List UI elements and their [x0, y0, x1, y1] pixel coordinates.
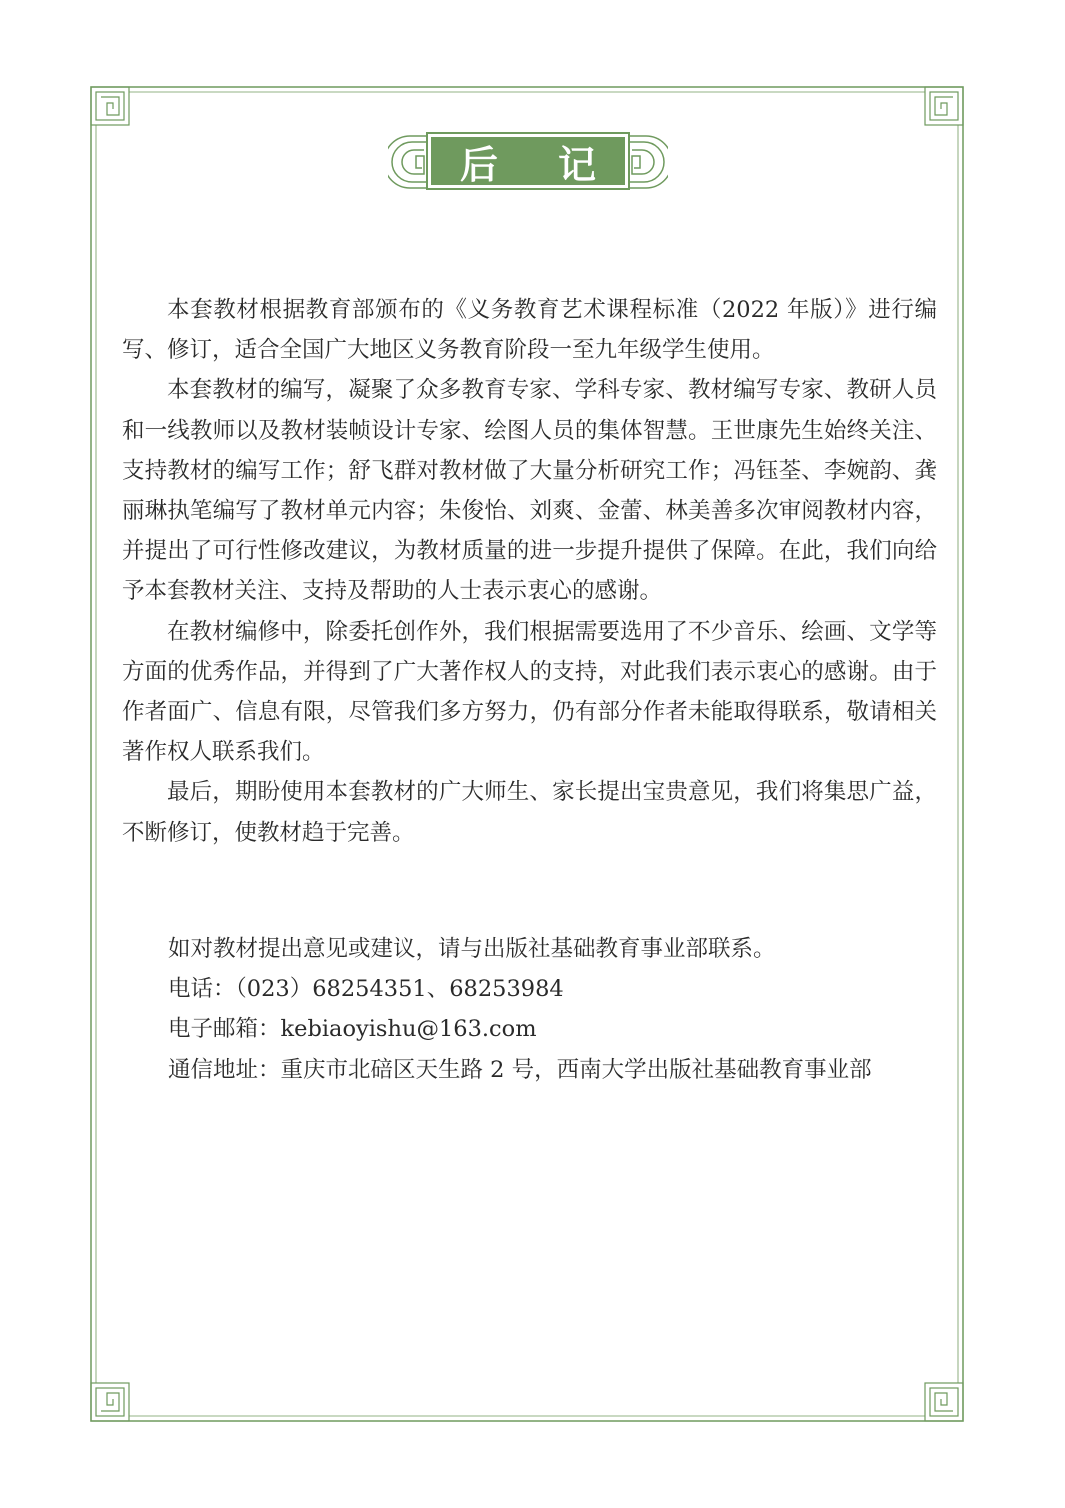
contact-address: 通信地址：重庆市北碚区天生路 2 号，西南大学出版社基础教育事业部 — [168, 1056, 872, 1083]
corner-ornament-top-left — [91, 87, 129, 125]
paragraph: 本套教材根据教育部颁布的《义务教育艺术课程标准（2022 年版）》进行编写、修订，适合全国广大地区义务教育阶段一至九年级学生使用。 — [122, 297, 937, 364]
corner-ornament-bottom-right — [925, 1383, 963, 1421]
title-box — [428, 134, 656, 188]
page-title: 后记 — [459, 141, 656, 187]
paragraph: 最后，期盼使用本套教材的广大师生、家长提出宝贵意见，我们将集思广益，不断修订，使教材趋于完善。 — [122, 779, 937, 846]
paragraph: 本套教材的编写，凝聚了众多教育专家、学科专家、教材编写专家、教研人员和一线教师以及教材装帧设计专家、绘图人员的集体智慧。王世康先生始终关注、支持教材的编写工作；舒飞群对教材做了大量分析研究工作；冯钰荃、李婉韵、龚丽琳执笔编写了教材单元内容；朱俊怡、刘爽、金蕾、林美善多次审阅教材内容，并提出了可行性修改建议，为教材质量的进一步提升提供了保障。在此，我们向给予本套教材关注、支持及帮助的人士表示衷心的感谢。 — [122, 377, 937, 605]
title-banner — [388, 128, 668, 196]
paragraph: 在教材编修中，除委托创作外，我们根据需要选用了不少音乐、绘画、文学等方面的优秀作品，并得到了广大著作权人的支持，对此我们表示衷心的感谢。由于作者面广、信息有限，尽管我们多方努力，仍有部分作者未能取得联系，敬请相关著作权人联系我们。 — [122, 618, 937, 766]
afterword-body — [122, 290, 937, 853]
contact-intro: 如对教材提出意见或建议，请与出版社基础教育事业部联系。 — [168, 936, 776, 962]
contact-phone: 电话：（023）68254351、68253984 — [168, 976, 564, 1003]
contact-info — [168, 929, 948, 1090]
corner-ornament-top-right — [925, 87, 963, 125]
contact-email: 电子邮箱：kebiaoyishu@163.com — [168, 1016, 537, 1043]
corner-ornament-bottom-left — [91, 1383, 129, 1421]
